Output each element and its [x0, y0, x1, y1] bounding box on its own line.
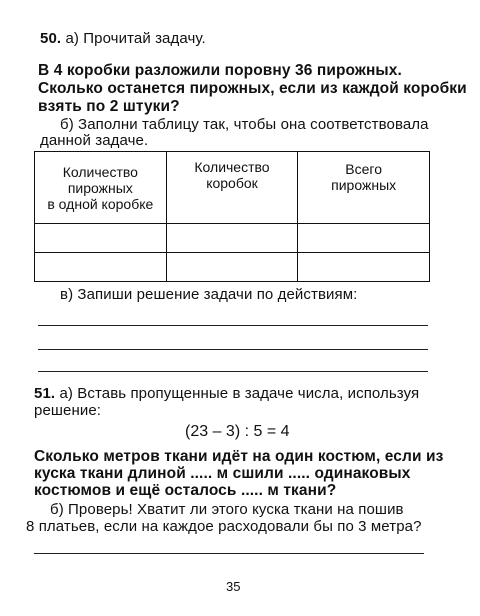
table-cell[interactable]: [298, 224, 430, 253]
task-50-part-v: в) Запиши решение задачи по действиям:: [60, 286, 358, 303]
table-header-cakes-per-box: [35, 152, 167, 224]
task-51-problem-line-2: куска ткани длиной ..... м сшили ..... одинаковых: [34, 465, 411, 482]
answer-line: [38, 325, 428, 326]
table-header-row: [35, 152, 430, 224]
task-51-part-b-line-2: 8 платьев, если на каждое расходовали бы по 3 метра?: [26, 518, 422, 535]
task-50-part-b-line-2: данной задаче.: [40, 132, 149, 149]
task-50-problem-line-1: В 4 коробки разложили поровну 36 пирожных.: [38, 62, 402, 79]
table-cell[interactable]: [166, 253, 298, 282]
table-cell[interactable]: [35, 253, 167, 282]
task-51-problem-line-3: костюмов и ещё осталось ..... м ткани?: [34, 482, 337, 499]
task-50-header: [40, 30, 206, 47]
task-51-part-a-line-2: решение:: [34, 402, 102, 419]
task-50-part-b-line-1: б) Заполни таблицу так, чтобы она соответствовала: [60, 116, 429, 133]
table-row: [35, 224, 430, 253]
table-row: [35, 253, 430, 282]
header-line: Количество: [194, 159, 270, 175]
header-line: коробок: [206, 175, 258, 191]
answer-line: [38, 371, 428, 372]
page-number: 35: [226, 579, 241, 594]
table-header-box-count: [166, 152, 298, 224]
task-50-part-a: а) Прочитай задачу.: [65, 30, 206, 47]
task-50-table: [34, 151, 430, 282]
header-line: Количество: [62, 163, 138, 180]
task-50-problem-line-2: Сколько останется пирожных, если из каждой коробки: [38, 80, 467, 97]
header-line: в одной коробке: [47, 195, 154, 212]
task-51-formula: (23 – 3) : 5 = 4: [185, 423, 290, 440]
task-51-number: 51.: [34, 385, 56, 402]
table-cell[interactable]: [35, 224, 167, 253]
table-cell[interactable]: [166, 224, 298, 253]
task-51-header: [34, 385, 419, 402]
task-51-part-a-line-1: а) Вставь пропущенные в задаче числа, используя: [59, 385, 420, 402]
header-line: пирожных: [331, 177, 397, 193]
task-50-number: 50.: [40, 30, 62, 47]
answer-line: [38, 349, 428, 350]
task-51-problem-line-1: Сколько метров ткани идёт на один костюм, если из: [34, 448, 444, 465]
table-cell[interactable]: [298, 253, 430, 282]
header-line: пирожных: [67, 179, 133, 196]
task-50-problem-line-3: взять по 2 штуки?: [38, 98, 180, 115]
header-line: Всего: [345, 161, 383, 177]
task-51-part-b-line-1: б) Проверь! Хватит ли этого куска ткани на пошив: [50, 501, 404, 518]
table-header-total-cakes: [298, 152, 430, 224]
answer-line: [34, 553, 424, 554]
